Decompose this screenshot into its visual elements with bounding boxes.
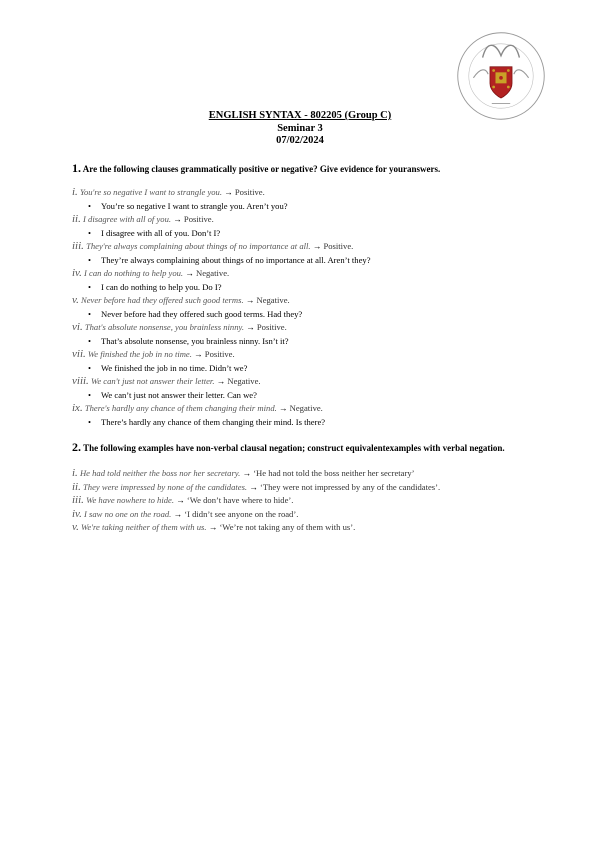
item-numeral: v. xyxy=(72,294,79,306)
item-answer: ‘I didn’t see anyone on the road’. xyxy=(184,508,299,519)
item-numeral: iii. xyxy=(72,240,84,252)
item-answer: Positive. xyxy=(256,322,287,332)
tag-question-bullet: • We finished the job in no time. Didn’t we? xyxy=(72,361,542,375)
question-2-list xyxy=(72,467,542,535)
example-item xyxy=(72,186,542,199)
item-numeral: iv. xyxy=(72,267,82,279)
example-item xyxy=(72,375,542,388)
tag-question-bullet: • You’re so negative I want to strangle you. Aren’t you? xyxy=(72,199,542,213)
arrow-icon: → xyxy=(171,508,185,519)
arrow-icon: → xyxy=(240,468,254,478)
item-answer: ‘He had not told the boss neither her secretary’ xyxy=(253,468,415,478)
item-answer: Positive. xyxy=(204,349,235,359)
item-numeral: ii. xyxy=(72,480,81,493)
arrow-icon: → xyxy=(222,187,235,197)
question-number: 1. xyxy=(72,161,81,175)
seminar-title: Seminar 3 xyxy=(277,122,323,134)
example-sentence: They're always complaining about things of no importance at all. xyxy=(86,241,311,251)
example-sentence: We have nowhere to hide. xyxy=(86,495,174,505)
tag-question-bullet: • That’s absolute nonsense, you brainless ninny. Isn’t it? xyxy=(72,334,542,348)
arrow-icon: → xyxy=(206,522,220,532)
item-answer: ‘They were not impressed by any of the candidates’. xyxy=(259,481,441,492)
tag-question-bullet: • I can do nothing to help you. Do I? xyxy=(72,280,542,294)
arrow-icon: → xyxy=(247,481,260,492)
example-item xyxy=(72,521,542,535)
example-item xyxy=(72,213,542,226)
example-item xyxy=(72,348,542,361)
example-sentence: You're so negative I want to strangle you. xyxy=(79,187,223,197)
example-sentence: I disagree with all of you. xyxy=(83,214,172,224)
question-prompt: Are the following clauses grammatically positive or negative? Give evidence for youranswers. xyxy=(82,164,441,174)
item-answer: Negative. xyxy=(256,295,290,305)
example-item xyxy=(72,294,542,307)
item-answer: ‘We’re not taking any of them with us’. xyxy=(219,522,356,532)
item-answer: Negative. xyxy=(195,268,230,278)
document-body xyxy=(72,163,542,535)
example-item xyxy=(72,508,542,522)
example-item xyxy=(72,402,542,415)
tag-question-bullet: • I disagree with all of you. Don’t I? xyxy=(72,226,542,240)
question-1-list xyxy=(72,186,542,429)
example-sentence: There's hardly any chance of them changing their mind. xyxy=(84,403,277,413)
example-item xyxy=(72,267,542,280)
example-sentence: We're taking neither of them with us. xyxy=(80,522,207,532)
question-prompt: The following examples have non-verbal clausal negation; construct equivalentexamples with verbal negation. xyxy=(83,443,505,453)
example-item xyxy=(72,481,542,495)
example-sentence: We can't just not answer their letter. xyxy=(90,376,215,386)
item-numeral: vi. xyxy=(72,321,83,333)
item-answer: Positive. xyxy=(183,214,214,224)
tag-question-bullet: • Never before had they offered such good terms. Had they? xyxy=(72,307,542,321)
arrow-icon: → xyxy=(171,214,184,224)
item-numeral: i. xyxy=(72,467,78,479)
question-1-heading xyxy=(72,163,542,175)
example-sentence: I saw no one on the road. xyxy=(84,508,172,519)
example-item xyxy=(72,494,542,508)
tag-question-bullet: • There’s hardly any chance of them changing their mind. Is there? xyxy=(72,415,542,429)
item-numeral: v. xyxy=(72,521,79,533)
question-2-heading xyxy=(72,442,542,454)
example-sentence: I can do nothing to help you. xyxy=(84,268,184,278)
item-numeral: ix. xyxy=(72,402,83,414)
item-numeral: vii. xyxy=(72,348,86,360)
arrow-icon: → xyxy=(243,295,257,305)
example-item xyxy=(72,240,542,253)
question-number: 2. xyxy=(72,440,81,454)
item-numeral: viii. xyxy=(72,375,89,387)
arrow-icon: → xyxy=(214,376,228,386)
university-seal-logo xyxy=(455,30,547,122)
example-sentence: That's absolute nonsense, you brainless ninny. xyxy=(84,322,245,332)
item-answer: Negative. xyxy=(227,376,261,386)
tag-question-bullet: • They’re always complaining about things of no importance at all. Aren’t they? xyxy=(72,253,542,267)
example-sentence: We finished the job in no time. xyxy=(87,349,192,359)
arrow-icon: → xyxy=(276,403,290,413)
example-item xyxy=(72,321,542,334)
example-sentence: He had told neither the boss nor her secretary. xyxy=(79,468,241,478)
item-answer: ‘We don’t have where to hide’. xyxy=(186,495,294,505)
arrow-icon: → xyxy=(173,495,187,505)
item-answer: Negative. xyxy=(289,403,323,413)
arrow-icon: → xyxy=(191,349,205,359)
item-answer: Positive. xyxy=(234,187,265,197)
example-sentence: Never before had they offered such good terms. xyxy=(80,295,244,305)
item-numeral: iii. xyxy=(72,494,84,506)
item-numeral: iv. xyxy=(72,507,82,520)
item-answer: Positive. xyxy=(323,241,354,251)
item-numeral: i. xyxy=(72,186,78,198)
document-header xyxy=(0,110,600,148)
tag-question-bullet: • We can’t just not answer their letter. Can we? xyxy=(72,388,542,402)
arrow-icon: → xyxy=(183,268,196,278)
arrow-icon: → xyxy=(244,322,257,332)
arrow-icon: → xyxy=(310,241,324,251)
example-item xyxy=(72,467,542,481)
question-2 xyxy=(72,442,542,535)
date: 07/02/2024 xyxy=(276,135,324,146)
course-title: ENGLISH SYNTAX - 802205 (Group C) xyxy=(208,110,392,121)
example-sentence: They were impressed by none of the candidates. xyxy=(83,481,248,492)
item-numeral: ii. xyxy=(72,213,81,225)
